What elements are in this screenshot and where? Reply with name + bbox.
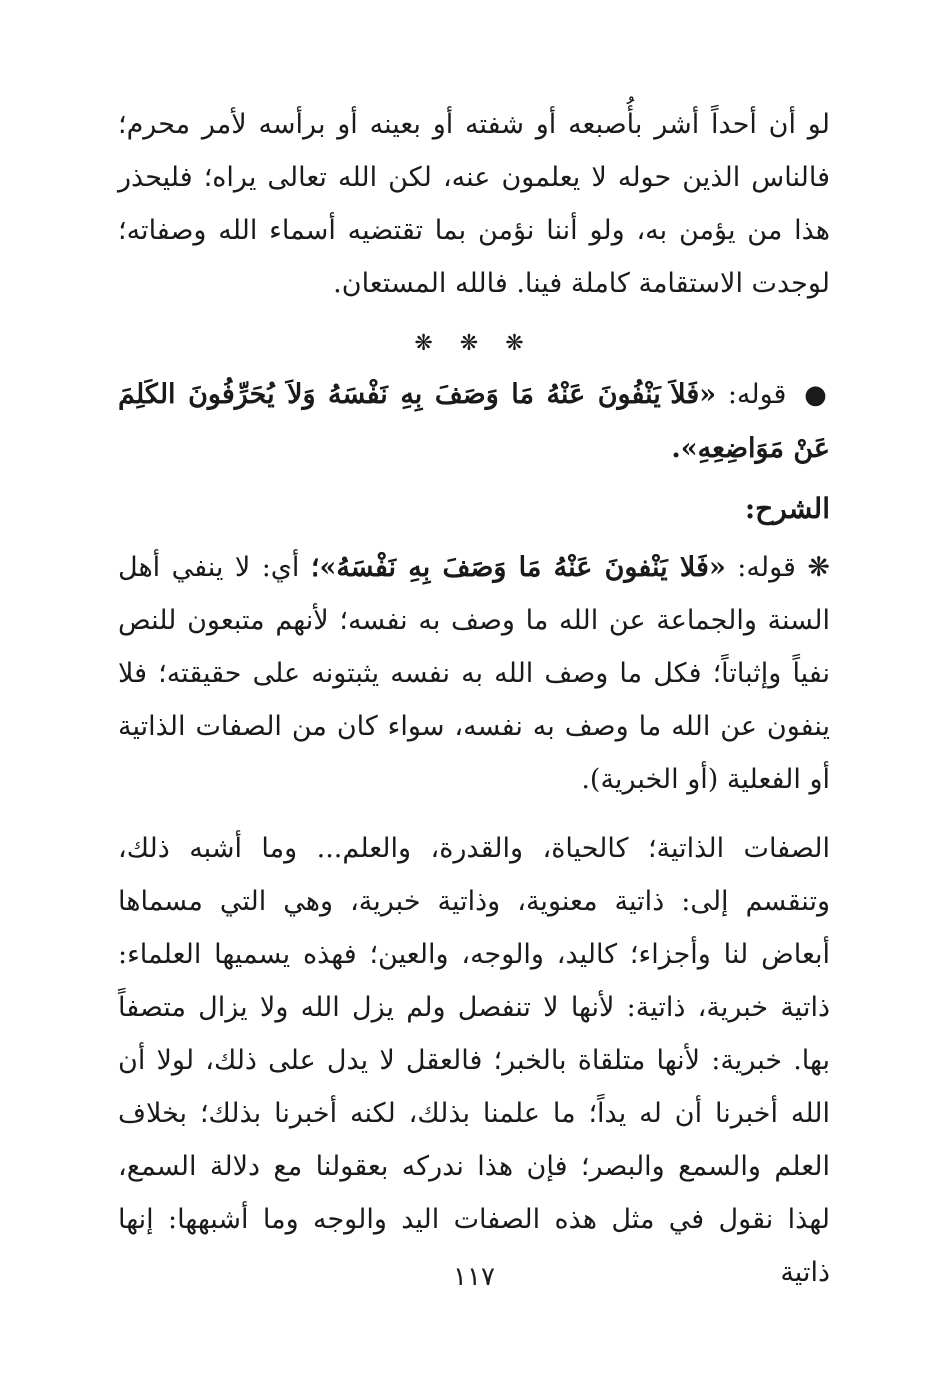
paragraph-intro: لو أن أحداً أشر بأُصبعه أو شفته أو بعينه أو برأسه لأمر محرم؛ فالناس الذين حوله لا يعلمون عنه، لكن الله تعالى يراه؛ فليحذر هذا من يؤمن به، ولو أننا نؤمن بما تقتضيه أسماء الله وصفاته؛ لوجدت الاستقامة كاملة فينا. فالله المستعان. bbox=[118, 109, 830, 299]
page-body bbox=[118, 98, 830, 1299]
section-heading: الشرح: bbox=[744, 492, 830, 525]
quote-text: «فَلاَ يَنْفُونَ عَنْهُ مَا وَصَفَ بِهِ نَفْسَهُ وَلاَ يُحَرِّفُونَ الكَلِمَ عَنْ مَوَاضِعِهِ». bbox=[118, 379, 830, 464]
explanation-paragraph bbox=[118, 541, 830, 806]
bullet-icon: ● bbox=[804, 380, 830, 410]
explanation-intro: قوله: bbox=[737, 552, 796, 583]
section-separator: ❋ ❋ ❋ bbox=[414, 331, 534, 356]
explanation-verse: «فَلا يَنْفونَ عَنْهُ مَا وَصَفَ بِهِ نَفْسَهُ»؛ bbox=[310, 552, 726, 583]
attributes-paragraph: الصفات الذاتية؛ كالحياة، والقدرة، والعلم... وما أشبه ذلك، وتنقسم إلى: ذاتية معنوية، وذاتية خبرية، وهي التي مسماها أبعاض لنا وأجزاء؛ كاليد، والوجه، والعين؛ فهذه يسميها العلماء: ذاتية خبرية، ذاتية: لأنها لا تنفصل ولم يزل الله ولا يزال متصفاً بها. خبرية: لأنها متلقاة بالخبر؛ فالعقل لا يدل على ذلك، لولا أن الله أخبرنا أن له يداً؛ ما علمنا بذلك، لكنه أخبرنا بذلك؛ بخلاف العلم والسمع والبصر؛ فإن هذا ندركه بعقولنا مع دلالة السمع، لهذا نقول في مثل هذه الصفات اليد والوجه وما أشبهها: إنها ذاتية bbox=[118, 833, 830, 1288]
asterisk-marker-icon: ❋ bbox=[807, 552, 830, 583]
quoted-text-paragraph bbox=[118, 368, 830, 475]
page-number: ١١٧ bbox=[453, 1262, 495, 1292]
explanation-text: أي: لا ينفي أهل السنة والجماعة عن الله ما وصف به نفسه؛ لأنهم متبعون للنص نفياً وإثباتاً؛ فكل ما وصف الله به نفسه يثبتونه على حقيقته؛ فلا ينفون عن الله ما وصف به نفسه، سواء كان من الصفات الذاتية أو الفعلية (أو الخبرية). bbox=[118, 552, 830, 795]
quote-intro: قوله: bbox=[727, 379, 787, 410]
